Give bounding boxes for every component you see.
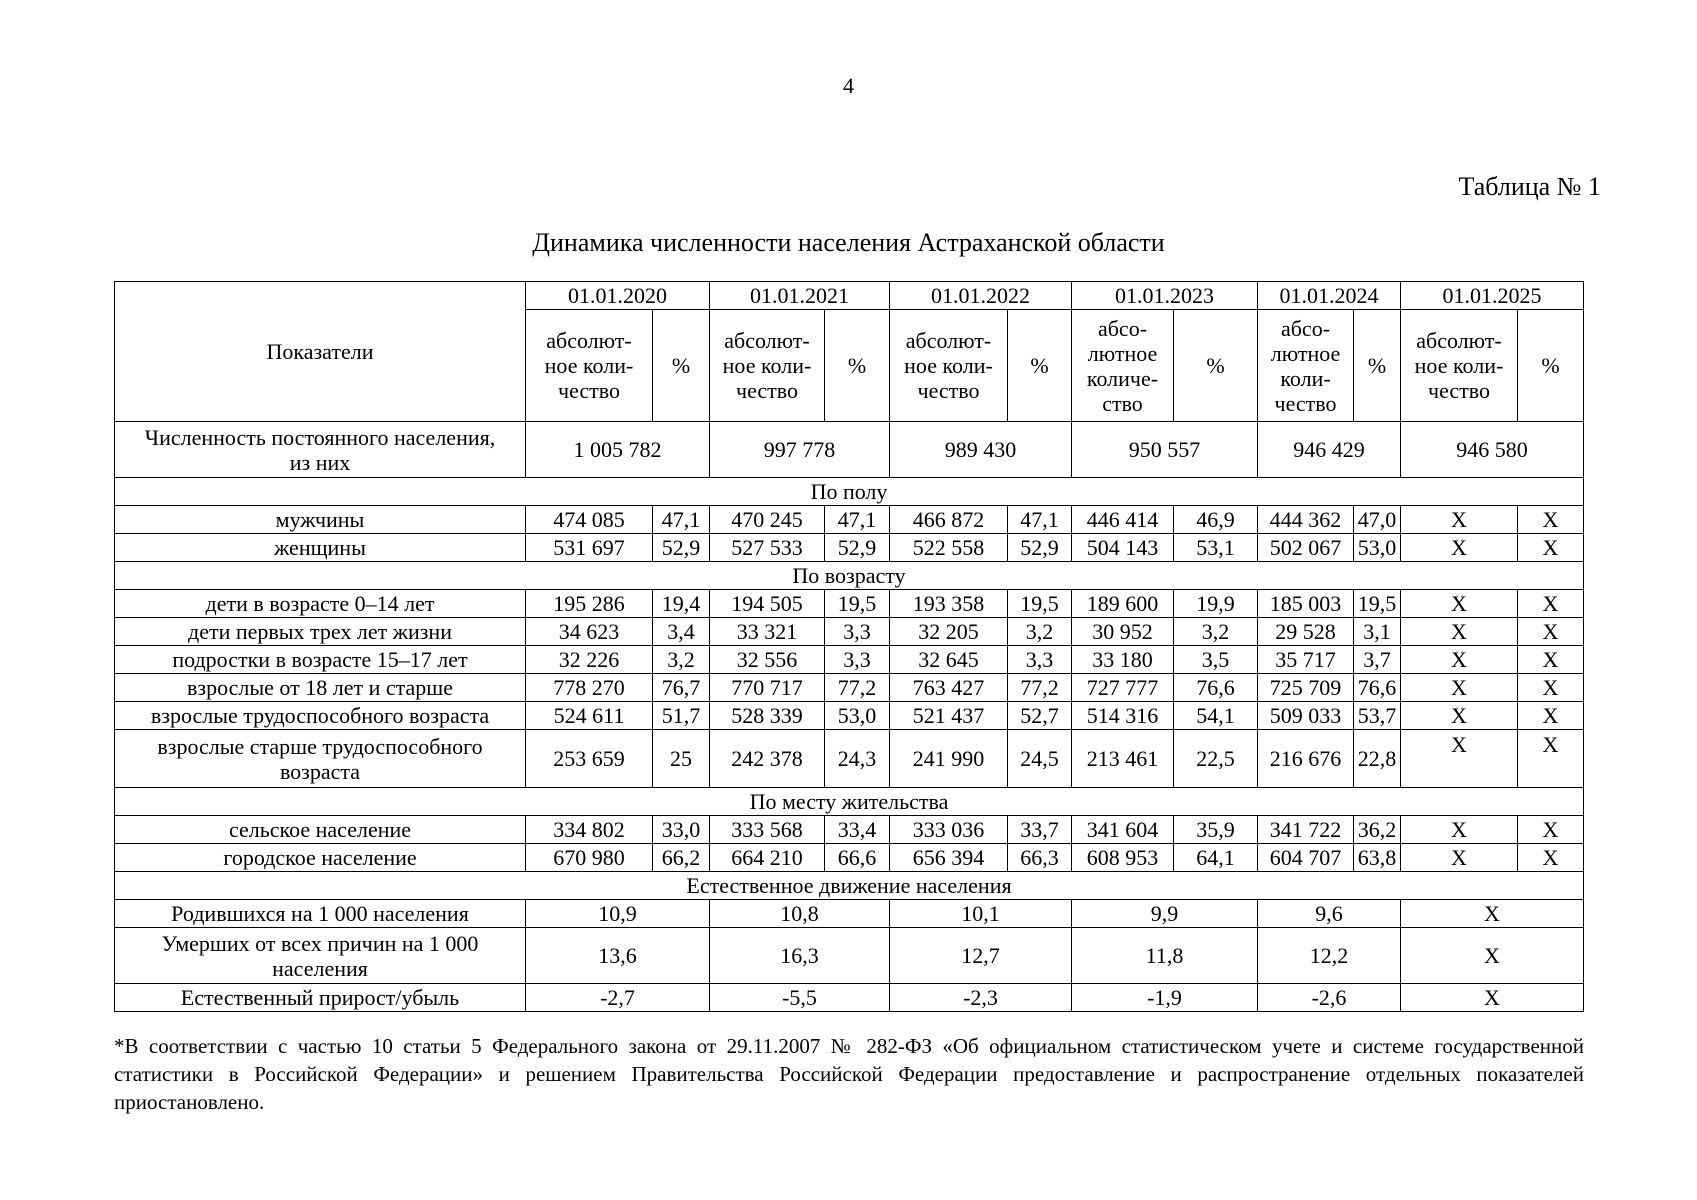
- cell-line: возраста: [279, 758, 361, 784]
- header-absolute: [526, 310, 653, 422]
- cell-line: чество: [736, 378, 798, 403]
- total-value: 950 557: [1072, 422, 1258, 478]
- row-label: [115, 646, 526, 674]
- cell-line: лютное: [1270, 340, 1341, 366]
- value-cell: 528 339: [710, 702, 825, 730]
- percent-cell: 64,1: [1174, 844, 1258, 872]
- section-header: По полу: [115, 478, 1584, 506]
- percent-cell: 47,1: [825, 506, 890, 534]
- suppressed-cell: X: [1518, 730, 1584, 788]
- value-cell: 194 505: [710, 590, 825, 618]
- section-row: [115, 788, 1584, 816]
- value-cell: 763 427: [890, 674, 1008, 702]
- value-cell: 32 645: [890, 646, 1008, 674]
- value-cell: 32 226: [526, 646, 653, 674]
- value-cell: 333 568: [710, 816, 825, 844]
- value-cell: 333 036: [890, 816, 1008, 844]
- section-row: [115, 872, 1584, 900]
- header-date: 01.01.2025: [1401, 282, 1584, 310]
- suppressed-cell: X: [1401, 646, 1518, 674]
- value-cell: 444 362: [1258, 506, 1354, 534]
- header-percent: %: [1518, 310, 1584, 422]
- table-row: [115, 506, 1584, 534]
- table-row: [115, 730, 1584, 788]
- cell-line: чество: [1428, 378, 1490, 403]
- row-label: [115, 702, 526, 730]
- header-percent: %: [825, 310, 890, 422]
- header-absolute: [1258, 310, 1354, 422]
- value-cell: 656 394: [890, 844, 1008, 872]
- value-cell: 725 709: [1258, 674, 1354, 702]
- cell-line: ное коли-: [722, 353, 812, 378]
- row-label: [115, 422, 526, 478]
- percent-cell: 51,7: [653, 702, 710, 730]
- value-cell: 253 659: [526, 730, 653, 788]
- cell-line: абсо-: [1097, 315, 1148, 341]
- rate-value: 11,8: [1072, 928, 1258, 984]
- percent-cell: 52,9: [653, 534, 710, 562]
- percent-cell: 47,1: [1008, 506, 1072, 534]
- percent-cell: 19,5: [825, 590, 890, 618]
- value-cell: 193 358: [890, 590, 1008, 618]
- cell-line: чество: [917, 378, 980, 403]
- cell-line: сельское население: [228, 817, 412, 842]
- cell-line: лютное: [1087, 340, 1158, 366]
- cell-line: абсолют-: [1416, 328, 1502, 353]
- suppressed-cell: X: [1401, 816, 1518, 844]
- value-cell: 604 707: [1258, 844, 1354, 872]
- rate-value: -5,5: [710, 984, 890, 1012]
- percent-cell: 33,0: [653, 816, 710, 844]
- percent-cell: 24,3: [825, 730, 890, 788]
- value-cell: 32 205: [890, 618, 1008, 646]
- cell-line: абсо-: [1280, 315, 1331, 341]
- suppressed-cell: X: [1518, 506, 1584, 534]
- percent-cell: 3,4: [653, 618, 710, 646]
- value-cell: 509 033: [1258, 702, 1354, 730]
- percent-cell: 3,2: [1008, 618, 1072, 646]
- suppressed-cell: X: [1401, 702, 1518, 730]
- rate-value: X: [1401, 900, 1584, 928]
- percent-cell: 76,7: [653, 674, 710, 702]
- value-cell: 527 533: [710, 534, 825, 562]
- cell-line: ство: [1102, 390, 1143, 416]
- rate-value: 16,3: [710, 928, 890, 984]
- value-cell: 470 245: [710, 506, 825, 534]
- percent-cell: 19,5: [1008, 590, 1072, 618]
- row-label: [115, 590, 526, 618]
- percent-cell: 35,9: [1174, 816, 1258, 844]
- suppressed-cell: X: [1518, 702, 1584, 730]
- cell-line: ное коли-: [1414, 353, 1504, 378]
- percent-cell: 66,6: [825, 844, 890, 872]
- header-percent: %: [653, 310, 710, 422]
- table-row: [115, 844, 1584, 872]
- table-row: [115, 702, 1584, 730]
- cell-line: чество: [1274, 390, 1337, 416]
- header-absolute: [710, 310, 825, 422]
- percent-cell: 53,7: [1354, 702, 1401, 730]
- table-row: [115, 646, 1584, 674]
- suppressed-cell: X: [1401, 506, 1518, 534]
- suppressed-cell: X: [1518, 674, 1584, 702]
- table-title: Динамика численности населения Астраханской области: [532, 228, 1165, 257]
- value-cell: 522 558: [890, 534, 1008, 562]
- percent-cell: 77,2: [825, 674, 890, 702]
- section-header: Естественное движение населения: [115, 872, 1584, 900]
- suppressed-cell: X: [1401, 590, 1518, 618]
- value-cell: 524 611: [526, 702, 653, 730]
- header-percent: %: [1008, 310, 1072, 422]
- header-percent: %: [1174, 310, 1258, 422]
- row-label: [115, 844, 526, 872]
- value-cell: 727 777: [1072, 674, 1174, 702]
- value-cell: 341 722: [1258, 816, 1354, 844]
- total-value: 946 429: [1258, 422, 1401, 478]
- suppressed-cell: X: [1401, 730, 1518, 788]
- row-label: [115, 618, 526, 646]
- population-table: [114, 281, 1584, 1012]
- rate-value: 10,1: [890, 900, 1072, 928]
- header-date: 01.01.2020: [526, 282, 710, 310]
- percent-cell: 52,9: [1008, 534, 1072, 562]
- section-row: [115, 478, 1584, 506]
- rate-value: -2,6: [1258, 984, 1401, 1012]
- header-absolute: [890, 310, 1008, 422]
- percent-cell: 36,2: [1354, 816, 1401, 844]
- footnote: *В соответствии с частью 10 статьи 5 Федерального закона от 29.11.2007 № 282-ФЗ «Об официальном статистическом учете и системе государственной статистики в Российской Федерации» и решением Правительства Российской Федерации предоставление и распространение отдельных показателей приостановлено.: [114, 1034, 1584, 1114]
- percent-cell: 3,3: [825, 646, 890, 674]
- value-cell: 664 210: [710, 844, 825, 872]
- cell-line: взрослые от 18 лет и старше: [187, 675, 453, 700]
- cell-line: дети первых трех лет жизни: [188, 619, 452, 644]
- percent-cell: 19,9: [1174, 590, 1258, 618]
- value-cell: 29 528: [1258, 618, 1354, 646]
- percent-cell: 19,4: [653, 590, 710, 618]
- cell-line: Умерших от всех причин на 1 000: [161, 930, 479, 956]
- header-absolute: [1401, 310, 1518, 422]
- cell-line: количе-: [1086, 365, 1159, 391]
- row-label: [115, 674, 526, 702]
- total-value: 946 580: [1401, 422, 1584, 478]
- rate-value: X: [1401, 984, 1584, 1012]
- value-cell: 241 990: [890, 730, 1008, 788]
- percent-cell: 47,0: [1354, 506, 1401, 534]
- suppressed-cell: X: [1401, 844, 1518, 872]
- percent-cell: 24,5: [1008, 730, 1072, 788]
- rate-value: 12,7: [890, 928, 1072, 984]
- cell-line: населения: [272, 955, 368, 981]
- header-absolute: [1072, 310, 1174, 422]
- header-date: 01.01.2022: [890, 282, 1072, 310]
- header-indicator: Показатели: [115, 282, 526, 422]
- row-label: [115, 984, 526, 1012]
- value-cell: 242 378: [710, 730, 825, 788]
- suppressed-cell: X: [1518, 646, 1584, 674]
- header-percent: %: [1354, 310, 1401, 422]
- header-date: 01.01.2024: [1258, 282, 1401, 310]
- percent-cell: 22,5: [1174, 730, 1258, 788]
- section-header: По возрасту: [115, 562, 1584, 590]
- cell-line: мужчины: [275, 507, 365, 532]
- value-cell: 32 556: [710, 646, 825, 674]
- percent-cell: 66,2: [653, 844, 710, 872]
- total-value: 989 430: [890, 422, 1072, 478]
- cell-line: Численность постоянного населения,: [144, 424, 496, 450]
- value-cell: 514 316: [1072, 702, 1174, 730]
- section-row: [115, 562, 1584, 590]
- cell-line: из них: [289, 449, 351, 475]
- cell-line: Естественный прирост/убыль: [180, 985, 460, 1010]
- value-cell: 33 180: [1072, 646, 1174, 674]
- percent-cell: 76,6: [1354, 674, 1401, 702]
- row-label: [115, 730, 526, 788]
- suppressed-cell: X: [1518, 534, 1584, 562]
- rate-value: X: [1401, 928, 1584, 984]
- table-row: [115, 816, 1584, 844]
- total-value: 1 005 782: [526, 422, 710, 478]
- value-cell: 189 600: [1072, 590, 1174, 618]
- value-cell: 521 437: [890, 702, 1008, 730]
- value-cell: 778 270: [526, 674, 653, 702]
- percent-cell: 25: [653, 730, 710, 788]
- page-number: 4: [843, 73, 854, 98]
- value-cell: 502 067: [1258, 534, 1354, 562]
- value-cell: 213 461: [1072, 730, 1174, 788]
- percent-cell: 33,4: [825, 816, 890, 844]
- cell-line: взрослые старше трудоспособного: [157, 733, 483, 759]
- total-value: 997 778: [710, 422, 890, 478]
- value-cell: 608 953: [1072, 844, 1174, 872]
- cell-line: абсолют-: [724, 328, 810, 353]
- table-row: [115, 900, 1584, 928]
- table-row: [115, 422, 1584, 478]
- header-date: 01.01.2021: [710, 282, 890, 310]
- cell-line: чество: [558, 378, 620, 403]
- row-label: [115, 534, 526, 562]
- cell-line: абсолют-: [546, 328, 632, 353]
- suppressed-cell: X: [1518, 816, 1584, 844]
- percent-cell: 3,7: [1354, 646, 1401, 674]
- row-label: [115, 928, 526, 984]
- suppressed-cell: X: [1518, 590, 1584, 618]
- rate-value: -1,9: [1072, 984, 1258, 1012]
- suppressed-cell: X: [1401, 534, 1518, 562]
- rate-value: 10,9: [526, 900, 710, 928]
- percent-cell: 77,2: [1008, 674, 1072, 702]
- percent-cell: 3,2: [1174, 618, 1258, 646]
- cell-line: подростки в возрасте 15–17 лет: [172, 647, 468, 672]
- cell-line: взрослые трудоспособного возраста: [150, 703, 490, 728]
- percent-cell: 53,0: [825, 702, 890, 730]
- percent-cell: 53,1: [1174, 534, 1258, 562]
- cell-line: ное коли-: [904, 353, 993, 378]
- row-label: [115, 900, 526, 928]
- value-cell: 670 980: [526, 844, 653, 872]
- percent-cell: 46,9: [1174, 506, 1258, 534]
- table-row: [115, 618, 1584, 646]
- table-row: [115, 534, 1584, 562]
- value-cell: 770 717: [710, 674, 825, 702]
- suppressed-cell: X: [1401, 674, 1518, 702]
- value-cell: 341 604: [1072, 816, 1174, 844]
- cell-line: ное коли-: [544, 353, 634, 378]
- suppressed-cell: X: [1401, 618, 1518, 646]
- value-cell: 34 623: [526, 618, 653, 646]
- suppressed-cell: X: [1518, 618, 1584, 646]
- percent-cell: 19,5: [1354, 590, 1401, 618]
- table-label: Таблица № 1: [1458, 172, 1601, 201]
- value-cell: 216 676: [1258, 730, 1354, 788]
- cell-line: дети в возрасте 0–14 лет: [205, 591, 435, 616]
- cell-line: Родившихся на 1 000 населения: [171, 901, 469, 926]
- cell-line: абсолют-: [905, 328, 992, 353]
- table-row: [115, 984, 1584, 1012]
- value-cell: 504 143: [1072, 534, 1174, 562]
- value-cell: 33 321: [710, 618, 825, 646]
- percent-cell: 52,9: [825, 534, 890, 562]
- section-header: По месту жительства: [115, 788, 1584, 816]
- percent-cell: 3,5: [1174, 646, 1258, 674]
- value-cell: 531 697: [526, 534, 653, 562]
- percent-cell: 33,7: [1008, 816, 1072, 844]
- percent-cell: 22,8: [1354, 730, 1401, 788]
- suppressed-cell: X: [1518, 844, 1584, 872]
- percent-cell: 3,1: [1354, 618, 1401, 646]
- value-cell: 35 717: [1258, 646, 1354, 674]
- row-label: [115, 816, 526, 844]
- table-row: [115, 590, 1584, 618]
- value-cell: 474 085: [526, 506, 653, 534]
- percent-cell: 54,1: [1174, 702, 1258, 730]
- percent-cell: 66,3: [1008, 844, 1072, 872]
- rate-value: 9,9: [1072, 900, 1258, 928]
- value-cell: 195 286: [526, 590, 653, 618]
- row-label: [115, 506, 526, 534]
- rate-value: -2,7: [526, 984, 710, 1012]
- value-cell: 30 952: [1072, 618, 1174, 646]
- rate-value: 12,2: [1258, 928, 1401, 984]
- percent-cell: 3,3: [825, 618, 890, 646]
- percent-cell: 47,1: [653, 506, 710, 534]
- rate-value: 9,6: [1258, 900, 1401, 928]
- value-cell: 334 802: [526, 816, 653, 844]
- value-cell: 185 003: [1258, 590, 1354, 618]
- percent-cell: 3,3: [1008, 646, 1072, 674]
- header-dates-row: [115, 282, 1584, 310]
- table-row: [115, 928, 1584, 984]
- value-cell: 446 414: [1072, 506, 1174, 534]
- table-row: [115, 674, 1584, 702]
- cell-line: коли-: [1280, 365, 1331, 391]
- percent-cell: 52,7: [1008, 702, 1072, 730]
- cell-line: женщины: [274, 535, 366, 560]
- percent-cell: 76,6: [1174, 674, 1258, 702]
- percent-cell: 53,0: [1354, 534, 1401, 562]
- rate-value: 13,6: [526, 928, 710, 984]
- value-cell: 466 872: [890, 506, 1008, 534]
- rate-value: 10,8: [710, 900, 890, 928]
- percent-cell: 63,8: [1354, 844, 1401, 872]
- header-date: 01.01.2023: [1072, 282, 1258, 310]
- cell-line: городское население: [223, 845, 417, 870]
- rate-value: -2,3: [890, 984, 1072, 1012]
- percent-cell: 3,2: [653, 646, 710, 674]
